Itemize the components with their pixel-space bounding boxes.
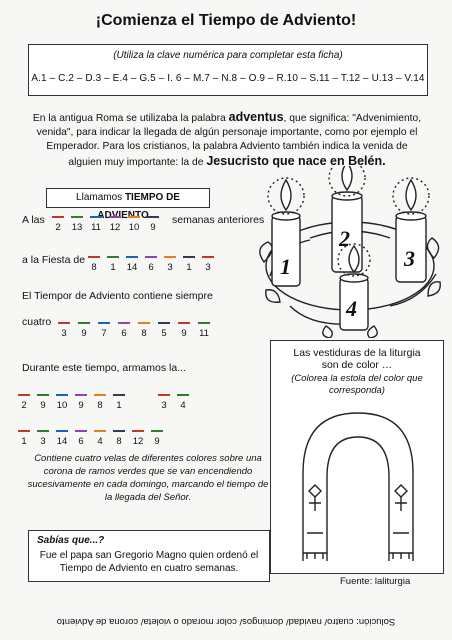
answer-blank[interactable]: [128, 216, 140, 218]
answer-blank[interactable]: [37, 394, 49, 396]
line2-slots: [88, 252, 228, 276]
candle-number-4: 4: [346, 296, 357, 321]
did-you-know-box: [28, 530, 270, 582]
clue-number: 9: [40, 400, 46, 411]
clue-number: 8: [141, 328, 147, 339]
answer-blank[interactable]: [109, 216, 121, 218]
page-title: ¡Comienza el Tiempo de Adviento!: [95, 12, 357, 29]
answer-blank[interactable]: [158, 394, 170, 396]
clue-number: 10: [56, 400, 68, 411]
clue-number: 9: [81, 328, 87, 339]
vestment-title-1: Las vestiduras de la liturgia: [293, 347, 421, 359]
answer-blank[interactable]: [88, 256, 100, 258]
wreath-note: Contiene cuatro velas de diferentes colores sobre una corona de ramos verdes que se van encendiendo sucesivamente en cada domingo, marcando el tiempo de la llegada del Señor.: [27, 453, 269, 503]
exercise-label: [46, 188, 210, 208]
key-instruction: (Utiliza la clave numérica para completar esta ficha): [113, 50, 343, 61]
clue-number: 12: [132, 436, 144, 447]
clue-number: 3: [40, 436, 46, 447]
did-you-know-title: Sabías que...?: [37, 535, 105, 546]
line5-text: Durante este tiempo, armamos la...: [22, 362, 186, 374]
answer-blank[interactable]: [71, 216, 83, 218]
clue-number: 4: [97, 436, 103, 447]
answer-blank[interactable]: [75, 430, 87, 432]
answer-blank[interactable]: [58, 322, 70, 324]
vestment-instruction: (Colorea la estola del color que corresponda): [291, 373, 423, 396]
answer-blank[interactable]: [145, 256, 157, 258]
answer-blank[interactable]: [177, 394, 189, 396]
line1-prefix: A las: [22, 214, 45, 226]
clue-number: 11: [91, 222, 101, 233]
answer-blank[interactable]: [18, 430, 30, 432]
line2-prefix: a la Fiesta de: [22, 254, 86, 266]
clue-number: 5: [161, 328, 167, 339]
answer-blank[interactable]: [158, 322, 170, 324]
clue-number: 1: [116, 400, 122, 411]
clue-number: 1: [21, 436, 27, 447]
answer-blank[interactable]: [94, 430, 106, 432]
clue-number: 3: [205, 262, 211, 273]
clue-number: 14: [56, 436, 68, 447]
intro-word: adventus: [228, 110, 284, 124]
clue-number: 9: [181, 328, 187, 339]
clue-number: 9: [154, 436, 160, 447]
line7-slots: [18, 426, 198, 450]
answer-blank[interactable]: [56, 394, 68, 396]
clue-number: 3: [161, 400, 167, 411]
line4-prefix: cuatro: [22, 316, 52, 328]
intro-paragraph: [30, 110, 424, 170]
answer-blank[interactable]: [52, 216, 64, 218]
clue-number: 8: [97, 400, 103, 411]
clue-number: 1: [186, 262, 192, 273]
clue-number: 13: [71, 222, 83, 233]
vestment-box: [270, 340, 444, 574]
clue-number: 8: [91, 262, 97, 273]
numeric-key-box: [28, 44, 428, 96]
answer-blank[interactable]: [113, 430, 125, 432]
clue-number: 2: [55, 222, 61, 233]
answer-blank[interactable]: [113, 394, 125, 396]
clue-number: 6: [78, 436, 84, 447]
answer-blank[interactable]: [202, 256, 214, 258]
clue-number: 7: [101, 328, 107, 339]
answer-blank[interactable]: [90, 216, 102, 218]
clue-number: 9: [150, 222, 156, 233]
candle-number-1: 1: [280, 254, 291, 279]
clue-number: 14: [126, 262, 138, 273]
clue-number: 2: [21, 400, 27, 411]
answer-blank[interactable]: [56, 430, 68, 432]
answer-blank[interactable]: [118, 322, 130, 324]
clue-number: 6: [148, 262, 154, 273]
line1-suffix: semanas anteriores: [172, 214, 265, 226]
clue-number: 6: [121, 328, 127, 339]
clue-number: 12: [109, 222, 121, 233]
clue-number: 10: [128, 222, 140, 233]
answer-blank[interactable]: [98, 322, 110, 324]
answer-blank[interactable]: [138, 322, 150, 324]
answer-blank[interactable]: [37, 430, 49, 432]
line1-slots: [52, 212, 170, 236]
answer-blank[interactable]: [132, 430, 144, 432]
clue-number: 11: [199, 328, 209, 339]
answer-blank[interactable]: [178, 322, 190, 324]
answer-blank[interactable]: [107, 256, 119, 258]
clue-number: 8: [116, 436, 122, 447]
answer-blank[interactable]: [78, 322, 90, 324]
answer-blank[interactable]: [198, 322, 210, 324]
clue-number: 3: [61, 328, 67, 339]
exercise-label-bold: TIEMPO DE: [124, 192, 180, 203]
line4-slots: [58, 318, 248, 342]
answer-blank[interactable]: [94, 394, 106, 396]
clue-number: 3: [167, 262, 173, 273]
answer-blank[interactable]: [18, 394, 30, 396]
answer-blank[interactable]: [164, 256, 176, 258]
advent-wreath-illustration: [250, 166, 450, 338]
answer-blank[interactable]: [147, 216, 159, 218]
solution-upside-down: Solución: cuatro/ navidad/ domingos/ color morado o violeta/ corona de Adviento: [56, 616, 396, 627]
line3-text: El Tiempor de Adviento contiene siempre: [22, 290, 213, 302]
exercise-label-prefix: Llamamos: [76, 192, 123, 203]
candle-number-3: 3: [404, 246, 415, 271]
clue-number: 1: [110, 262, 116, 273]
line6-slots: [18, 390, 228, 414]
clue-number: 9: [78, 400, 84, 411]
stole-illustration[interactable]: [285, 403, 431, 567]
source-credit: Fuente: laliturgia: [340, 576, 411, 587]
clue-number: 4: [180, 400, 186, 411]
intro-highlight: Jesucristo que nace en Belén.: [206, 154, 386, 168]
intro-part2: , que significa: "Advenimiento, venida", para indicar la llegada de algún personaje importante, como por ejemplo el Emperador. Para los cristianos, la palabra Adviento también indica la venida de alguien muy importante: la de: [36, 113, 422, 168]
vestment-title-2: son de color …: [321, 359, 393, 371]
did-you-know-body: Fue el papa san Gregorio Magno quien ordenó el Tiempo de Adviento en cuatro semanas.: [39, 550, 259, 574]
key-text: A.1 – C.2 – D.3 – E.4 – G.5 – I. 6 – M.7 – N.8 – O.9 – R.10 – S.11 – T.12 – U.13 – V.14: [31, 73, 425, 84]
answer-blank[interactable]: [183, 256, 195, 258]
intro-part1: En la antigua Roma se utilizaba la palabra: [32, 113, 226, 124]
answer-blank[interactable]: [126, 256, 138, 258]
answer-blank[interactable]: [75, 394, 87, 396]
candle-number-2: 2: [339, 226, 350, 251]
answer-blank[interactable]: [151, 430, 163, 432]
